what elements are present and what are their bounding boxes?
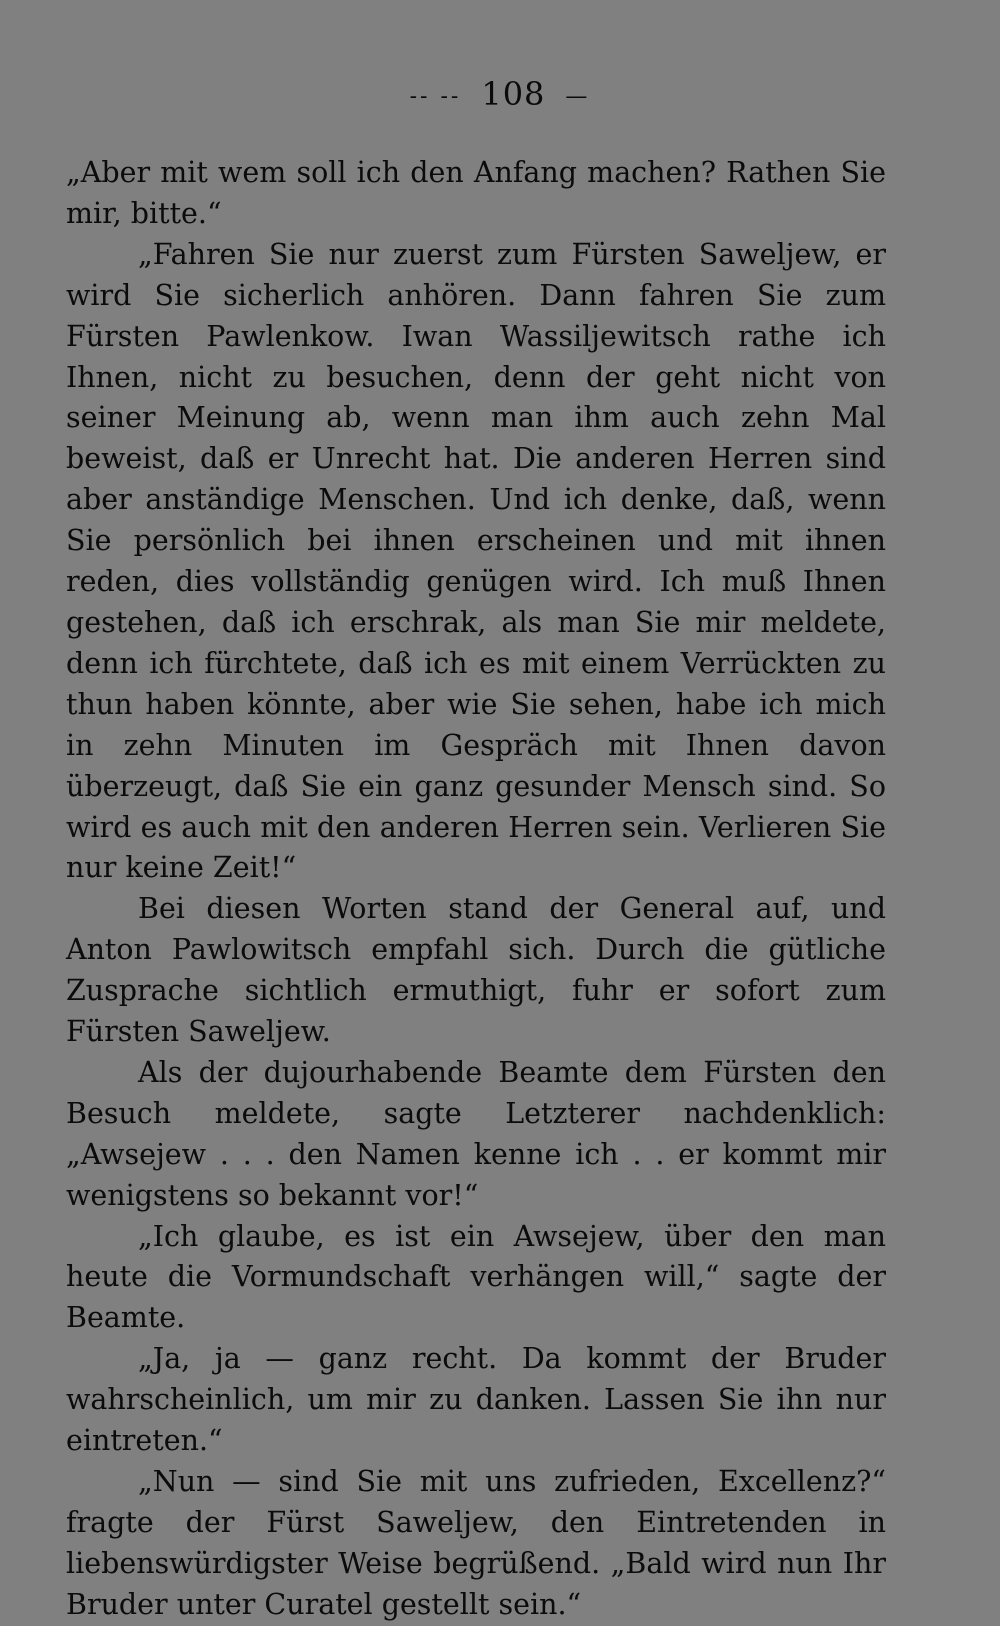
page-header	[0, 72, 1000, 119]
paragraph: „Aber mit wem soll ich den Anfang machen? Rathen Sie mir, bitte.“	[66, 156, 886, 230]
page-number: 108	[481, 75, 546, 113]
header-dash-right: —	[565, 83, 591, 109]
paragraph: „Ich glaube, es ist ein Awsejew, über den man heute die Vormundschaft verhängen will,“ sagte der Beamte.	[66, 1219, 886, 1335]
paragraph: Bei diesen Worten stand der General auf, und Anton Pawlowitsch empfahl sich. Durch die gütliche Zusprache sichtlich ermuthigt, fuhr er sofort zum Fürsten Saweljew.	[66, 892, 886, 1049]
header-dash-left: -- --	[409, 83, 462, 109]
body-text	[66, 153, 886, 1626]
paragraph: „Fahren Sie nur zuerst zum Fürsten Saweljew, er wird Sie sicherlich anhören. Dann fahren Sie zum Fürsten Pawlenkow. Iwan Wassiljewitsch rathe ich Ihnen, nicht zu besuchen, denn der geht nicht von seiner Meinung ab, wenn man ihm auch zehn Mal beweist, daß er Unrecht hat. Die anderen Herren sind aber anständige Menschen. Und ich denke, daß, wenn Sie persönlich bei ihnen erscheinen und mit ihnen reden, dies vollständig genügen wird. Ich muß Ihnen gestehen, daß ich erschrak, als man Sie mir meldete, denn ich fürchtete, daß ich es mit einem Verrückten zu thun haben könnte, aber wie Sie sehen, habe ich mich in zehn Minuten im Gespräch mit Ihnen davon überzeugt, daß Sie ein ganz gesunder Mensch sind. So wird es auch mit den anderen Herren sein. Verlieren Sie nur keine Zeit!“	[66, 237, 886, 885]
paragraph: Als der dujourhabende Beamte dem Fürsten den Besuch meldete, sagte Letzterer nachdenklich: „Awsejew . . . den Namen kenne ich . . er kommt mir wenigstens so bekannt vor!“	[66, 1055, 886, 1212]
paragraph: „Nun — sind Sie mit uns zufrieden, Excellenz?“ fragte der Fürst Saweljew, den Eintretenden in liebenswürdigster Weise begrüßend. „Bald wird nun Ihr Bruder unter Curatel gestellt sein.“	[66, 1465, 886, 1621]
paragraph: „Ja, ja — ganz recht. Da kommt der Bruder wahrscheinlich, um mir zu danken. Lassen Sie ihn nur eintreten.“	[66, 1342, 886, 1458]
